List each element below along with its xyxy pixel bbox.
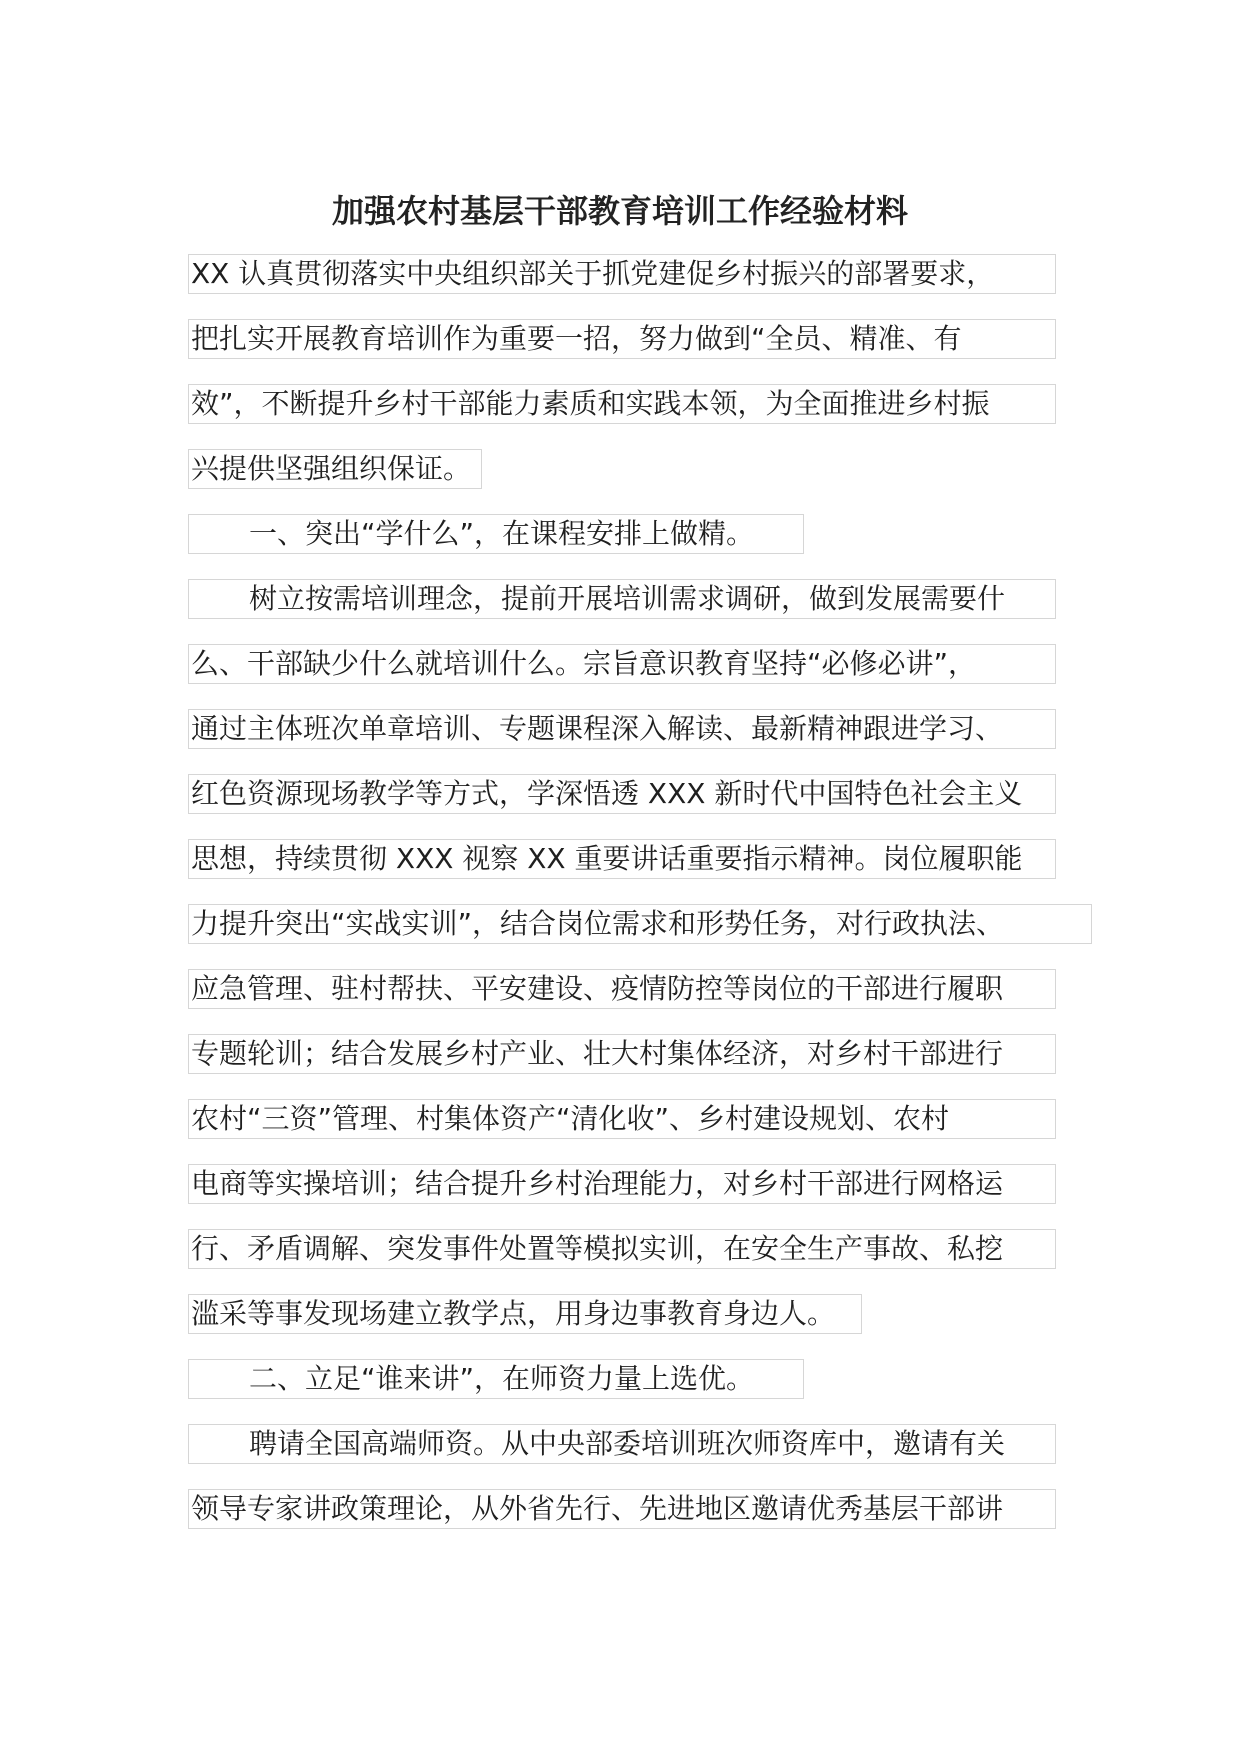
paragraph-line: 电商等实操培训；结合提升乡村治理能力，对乡村干部进行网格运	[188, 1164, 1056, 1204]
paragraph-line: 应急管理、驻村帮扶、平安建设、疫情防控等岗位的干部进行履职	[188, 969, 1056, 1009]
paragraph-line: 力提升突出“实战实训”，结合岗位需求和形势任务，对行政执法、	[188, 904, 1092, 944]
paragraph-line: 专题轮训；结合发展乡村产业、壮大村集体经济，对乡村干部进行	[188, 1034, 1056, 1074]
paragraph-line: 把扎实开展教育培训作为重要一招，努力做到“全员、精准、有	[188, 319, 1056, 359]
paragraph-line: 领导专家讲政策理论，从外省先行、先进地区邀请优秀基层干部讲	[188, 1489, 1056, 1529]
paragraph-line: 聘请全国高端师资。从中央部委培训班次师资库中，邀请有关	[188, 1424, 1056, 1464]
paragraph-line: 思想，持续贯彻 XXX 视察 XX 重要讲话重要指示精神。岗位履职能	[188, 839, 1056, 879]
paragraph-line: 红色资源现场教学等方式，学深悟透 XXX 新时代中国特色社会主义	[188, 774, 1056, 814]
document-title: 加强农村基层干部教育培训工作经验材料	[331, 192, 908, 230]
paragraph-line: 树立按需培训理念，提前开展培训需求调研，做到发展需要什	[188, 579, 1056, 619]
paragraph-line: 滥采等事发现场建立教学点，用身边事教育身边人。	[188, 1294, 862, 1334]
paragraph-line: 通过主体班次单章培训、专题课程深入解读、最新精神跟进学习、	[188, 709, 1056, 749]
section-heading: 一、突出“学什么”，在课程安排上做精。	[188, 514, 804, 554]
paragraph-line: 行、矛盾调解、突发事件处置等模拟实训，在安全生产事故、私挖	[188, 1229, 1056, 1269]
paragraph-line: XX 认真贯彻落实中央组织部关于抓党建促乡村振兴的部署要求，	[188, 254, 1056, 294]
paragraph-line: 效”，不断提升乡村干部能力素质和实践本领，为全面推进乡村振	[188, 384, 1056, 424]
paragraph-line: 么、干部缺少什么就培训什么。宗旨意识教育坚持“必修必讲”，	[188, 644, 1056, 684]
paragraph-line: 兴提供坚强组织保证。	[188, 449, 482, 489]
paragraph-line: 农村“三资”管理、村集体资产“清化收”、乡村建设规划、农村	[188, 1099, 1056, 1139]
section-heading: 二、立足“谁来讲”，在师资力量上选优。	[188, 1359, 804, 1399]
